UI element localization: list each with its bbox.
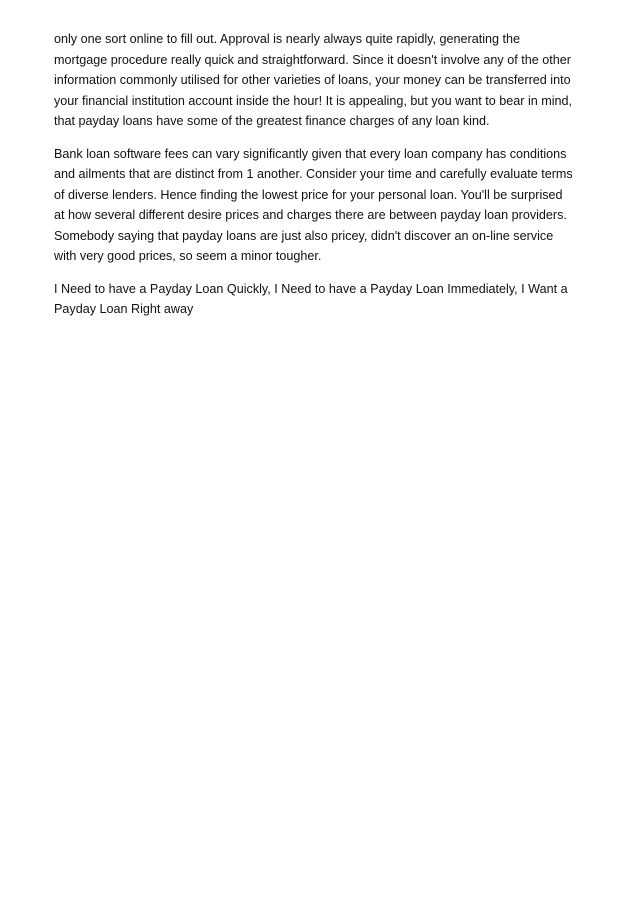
text-line: mortgage procedure really quick and straightforward. Since it doesn't involve any of the other [54,52,571,67]
paragraph-payday-approval [54,29,589,132]
text-line: Bank loan software fees can vary significantly given that every loan company has conditions [54,146,567,161]
text-line: only one sort online to fill out. Approval is nearly always quite rapidly, generating the [54,32,521,46]
text-line: Payday Loan Right away [54,302,194,316]
text-line: at how several different desire prices and charges there are between payday loan providers. [54,208,567,222]
text-line: and ailments that are distinct from 1 another. Consider your time and carefully evaluate terms [54,167,573,181]
document-body [54,29,589,332]
text-line: that payday loans have some of the greatest finance charges of any loan kind. [54,114,490,128]
text-line: information commonly utilised for other varieties of loans, your money can be transferred into [54,73,571,87]
text-line: of diverse lenders. Hence finding the lowest price for your personal loan. You'll be surprised [54,187,563,202]
paragraph-loan-fees [54,144,589,267]
text-line: with very good prices, so seem a minor tougher. [54,249,322,263]
text-line: I Need to have a Payday Loan Quickly, I Need to have a Payday Loan Immediately, I Want a [54,281,568,296]
text-line: your financial institution account inside the hour! It is appealing, but you want to bear in mind, [54,93,573,108]
text-line: Somebody saying that payday loans are just also pricey, didn't discover an on-line service [54,228,554,243]
paragraph-payday-keywords [54,279,589,320]
